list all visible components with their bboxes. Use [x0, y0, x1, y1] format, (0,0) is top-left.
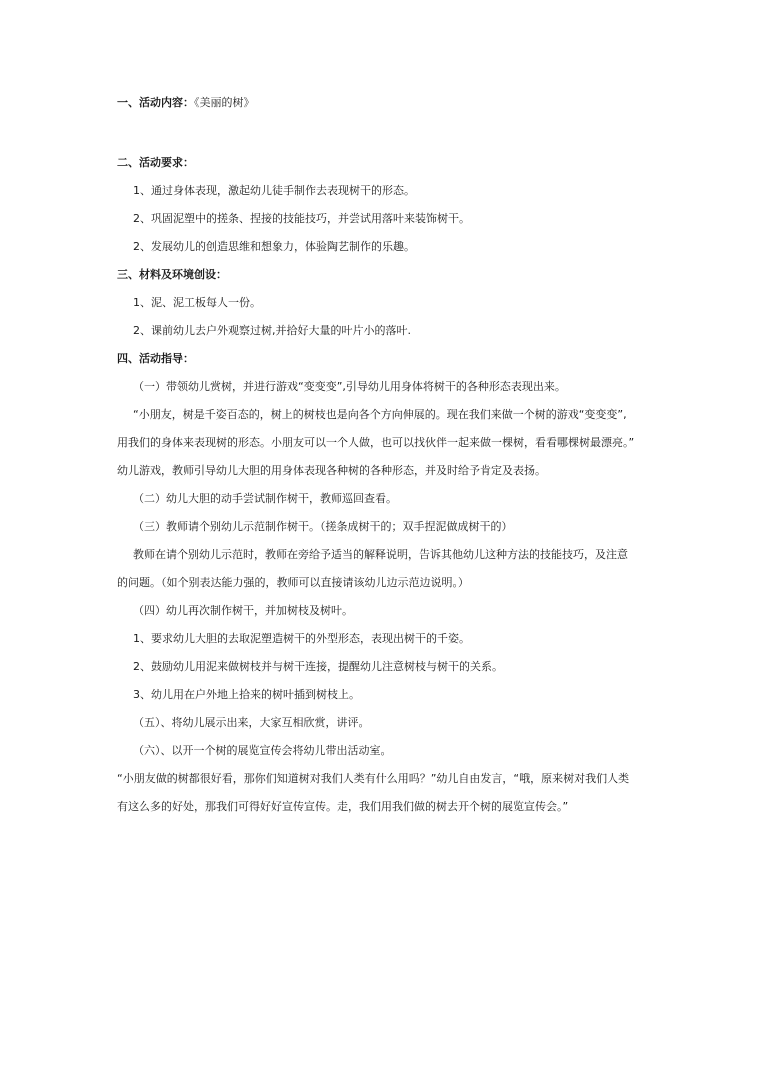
material-item-1: 1、泥、泥工板每人一份。	[133, 296, 261, 309]
section2-heading: 二、活动要求：	[117, 156, 194, 169]
activity-title: 《美丽的树》	[194, 96, 255, 109]
guidance-line-12: 3、幼儿用在户外地上拾来的树叶插到树枝上。	[133, 688, 360, 701]
section3-heading: 三、材料及环境创设：	[117, 268, 227, 281]
guidance-line-16: 有这么多的好处，那我们可得好好宣传宣传。走，我们用我们做的树去开个树的展览宣传会。”	[117, 800, 569, 813]
section1-heading	[117, 96, 255, 110]
guidance-line-5: （二）幼儿大胆的动手尝试制作树干，教师巡回查看。	[133, 492, 397, 505]
guidance-line-2: “小朋友，树是千姿百态的，树上的树枝也是向各个方向伸展的。现在我们来做一个树的游戏“变变变”,	[133, 408, 627, 421]
section1-heading-label: 一、活动内容：	[117, 96, 194, 109]
guidance-line-15: “小朋友做的树都很好看，那你们知道树对我们人类有什么用吗？”幼儿自由发言，“哦，原来树对我们人类	[117, 772, 630, 785]
guidance-line-6: （三）教师请个别幼儿示范制作树干。（搓条成树干的；双手捏泥做成树干的）	[133, 520, 513, 533]
guidance-line-8: 的问题。（如个别表达能力强的，教师可以直接请该幼儿边示范边说明。）	[117, 576, 469, 589]
guidance-line-7: 教师在请个别幼儿示范时，教师在旁给予适当的解释说明，告诉其他幼儿这种方法的技能技巧，及注意	[133, 548, 628, 561]
guidance-line-14: （六）、以开一个树的展览宣传会将幼儿带出活动室。	[133, 744, 392, 757]
requirement-item-3: 2、发展幼儿的创造思维和想象力，体验陶艺制作的乐趣。	[133, 240, 415, 253]
material-item-2: 2、课前幼儿去户外观察过树,并拾好大量的叶片小的落叶.	[133, 324, 411, 337]
requirement-item-1: 1、通过身体表现，激起幼儿徒手制作去表现树干的形态。	[133, 184, 415, 197]
guidance-line-4: 幼儿游戏，教师引导幼儿大胆的用身体表现各种树的各种形态，并及时给予肯定及表扬。	[117, 464, 546, 477]
guidance-line-3: 用我们的身体来表现树的形态。小朋友可以一个人做，也可以找伙伴一起来做一棵树，看看哪棵树最漂亮。”	[117, 436, 635, 449]
guidance-line-9: （四）幼儿再次制作树干，并加树枝及树叶。	[133, 604, 353, 617]
section4-heading: 四、活动指导：	[117, 352, 194, 365]
guidance-line-13: （五）、将幼儿展示出来，大家互相欣赏，讲评。	[133, 716, 370, 729]
guidance-line-11: 2、鼓励幼儿用泥来做树枝并与树干连接，提醒幼儿注意树枝与树干的关系。	[133, 660, 503, 673]
guidance-line-10: 1、要求幼儿大胆的去取泥塑造树干的外型形态，表现出树干的千姿。	[133, 632, 470, 645]
guidance-line-1: （一）带领幼儿赏树，并进行游戏“变变变”,引导幼儿用身体将树干的各种形态表现出来。	[133, 380, 566, 393]
requirement-item-2: 2、巩固泥塑中的搓条、捏接的技能技巧，并尝试用落叶来装饰树干。	[133, 212, 470, 225]
